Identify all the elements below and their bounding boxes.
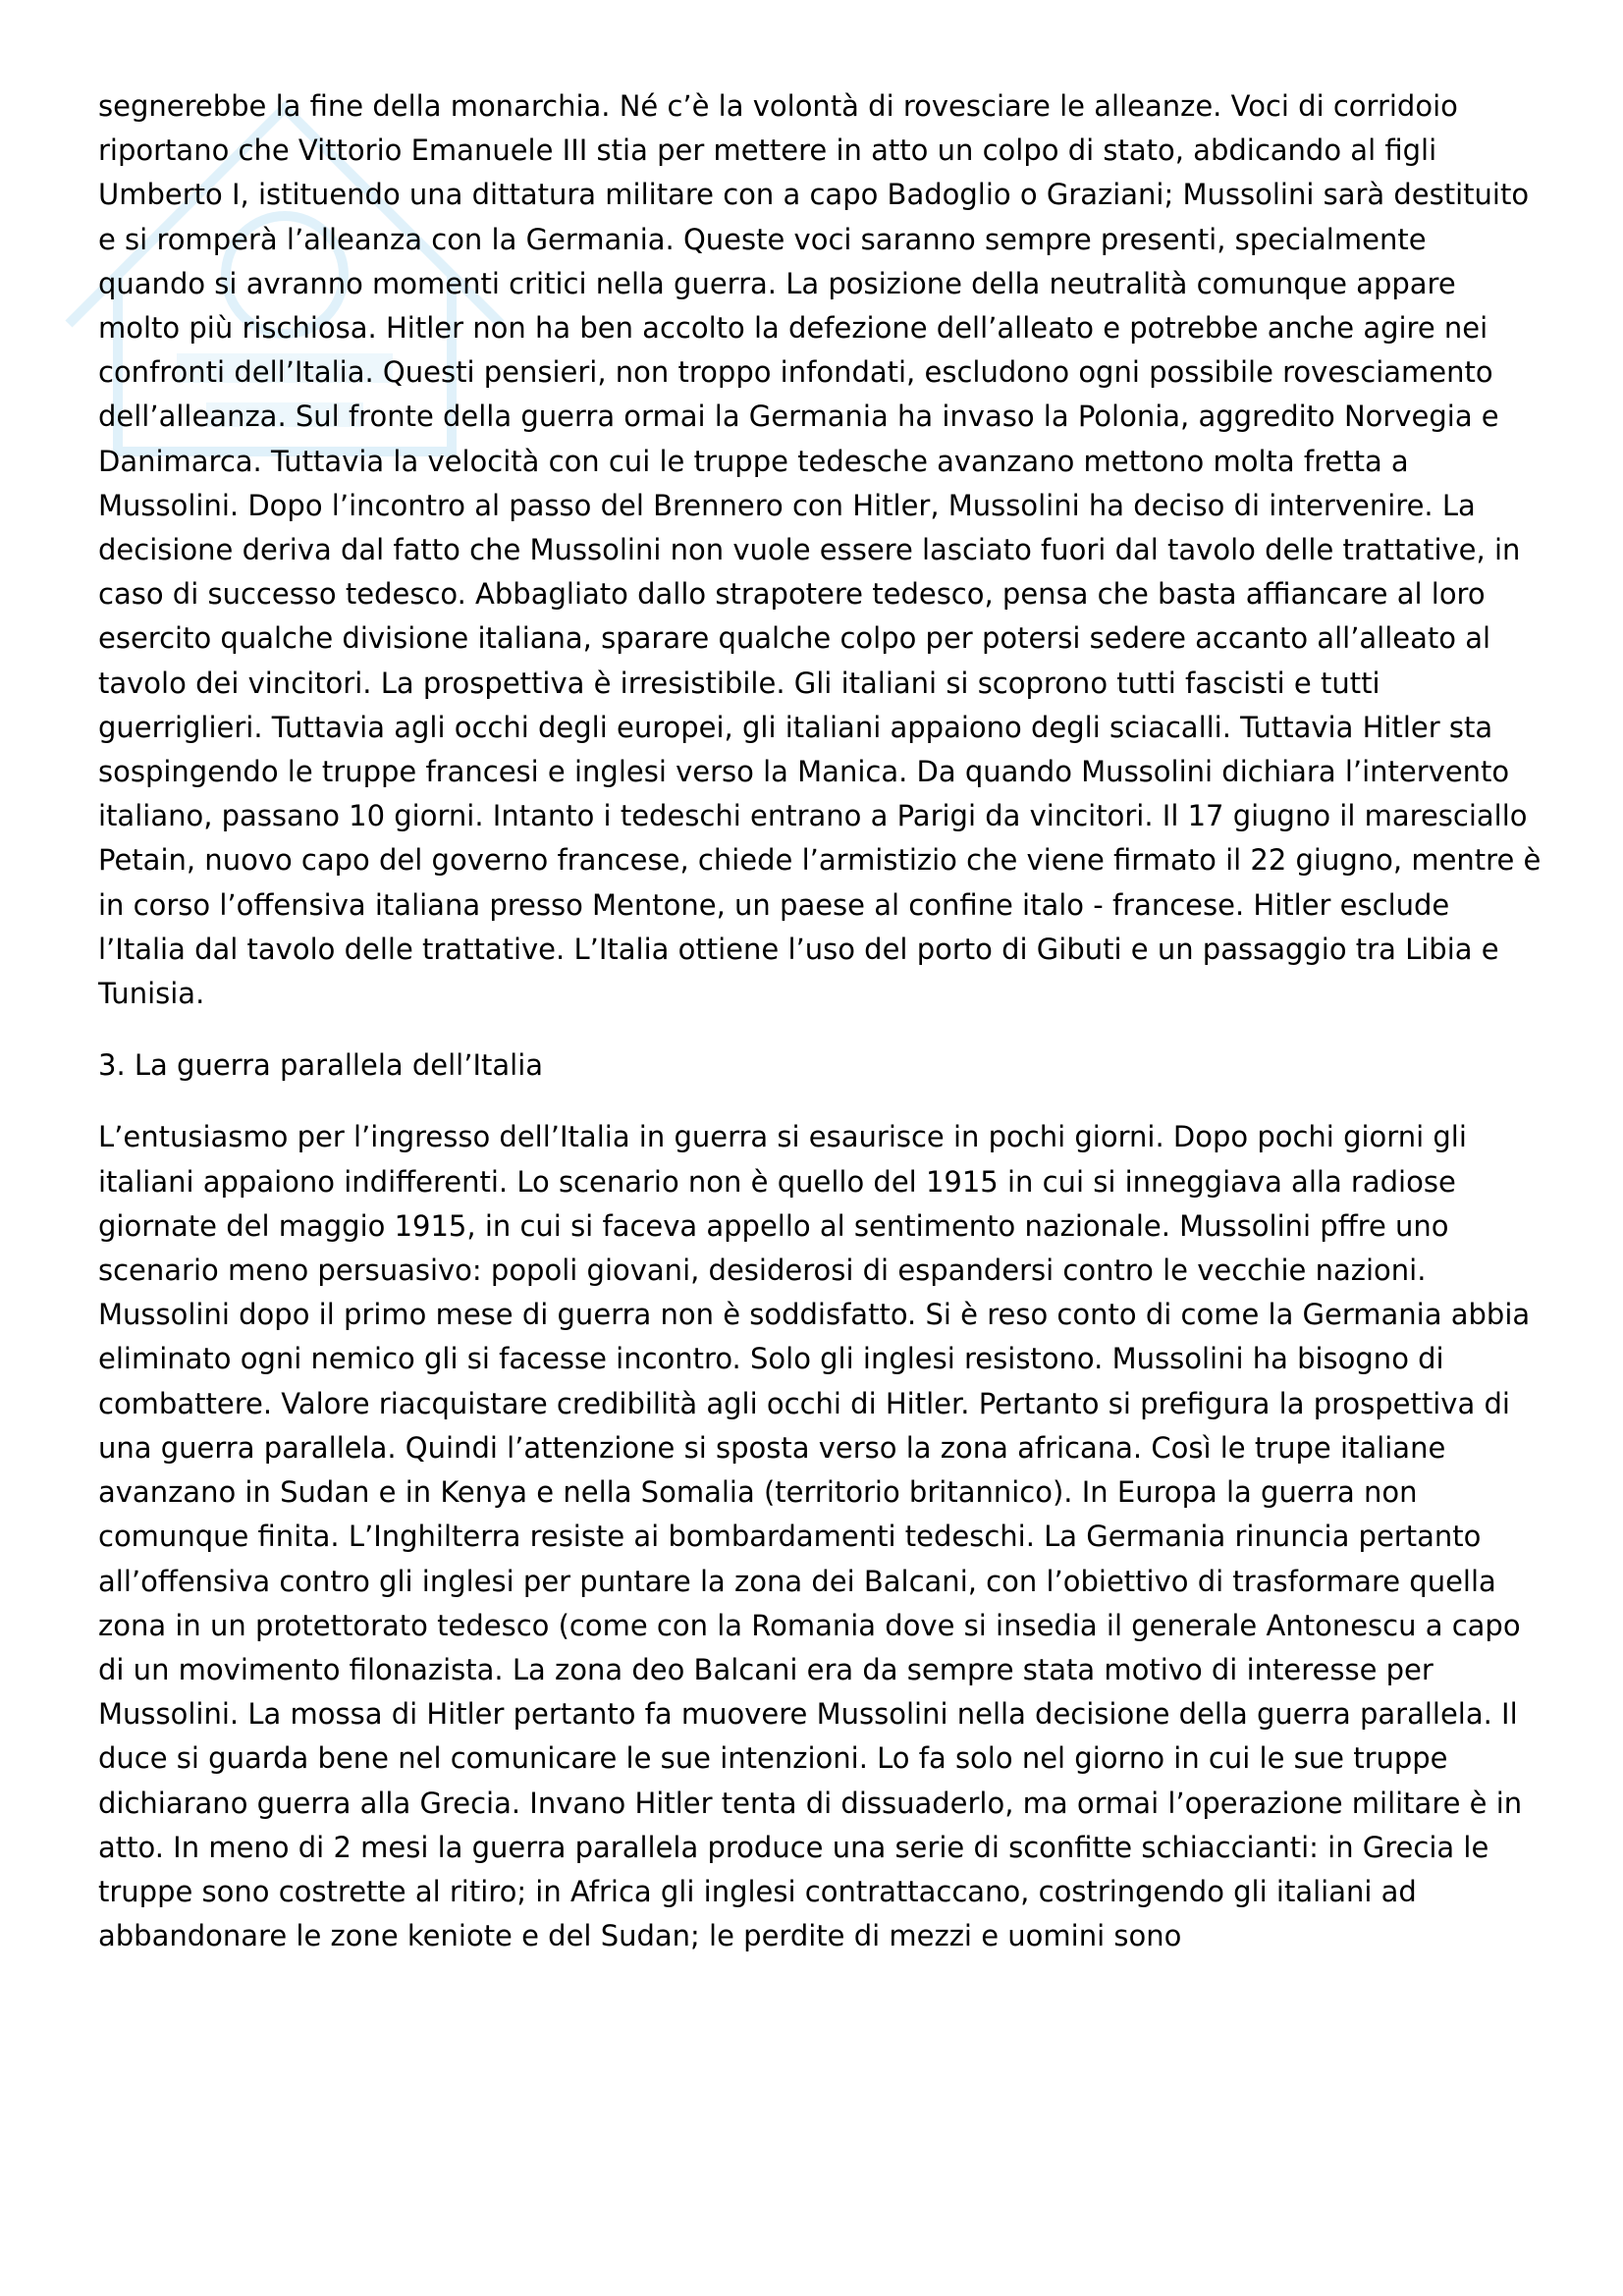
document-page — [98, 84, 1542, 1958]
section-heading: 3. La guerra parallela dell’Italia — [98, 1048, 544, 1083]
paragraph-spacer — [98, 1088, 1542, 1115]
body-paragraph-2: L’entusiasmo per l’ingresso dell’Italia in guerra si esaurisce in pochi giorni. Dopo pochi giorni gli italiani appaiono indifferenti. Lo scenario non è quello del 1915 in cui si inneggiava alla radiose giornate del maggio 1915, in cui si faceva appello al sentimento nazionale. Mussolini pffre uno scenario meno persuasivo: popoli giovani, desiderosi di espandersi contro le vecchie nazioni. Mussolini dopo il primo mese di guerra non è soddisfatto. Si è reso conto di come la Germania abbia eliminato ogni nemico gli si facesse incontro. Solo gli inglesi resistono. Mussolini ha bisogno di combattere. Valore riacquistare credibilità agli occhi di Hitler. Pertanto si prefigura la prospettiva di una guerra parallela. Quindi l’attenzione si sposta verso la zona africana. Così le trupe italiane avanzano in Sudan e in Kenya e nella Somalia (territorio britannico). In Europa la guerra non comunque finita. L’Inghilterra resiste ai bombardamenti tedeschi. La Germania rinuncia pertanto all’offensiva contro gli inglesi per puntare la zona dei Balcani, con l’obiettivo di trasformare quella zona in un protettorato tedesco (come con la Romania dove si insedia il generale Antonescu a capo di un movimento filonazista. La zona deo Balcani era da sempre stata motivo di interesse per Mussolini. La mossa di Hitler pertanto fa muovere Mussolini nella decisione della guerra parallela. Il duce si guarda bene nel comunicare le sue intenzioni. Lo fa solo nel giorno in cui le sue truppe dichiarano guerra alla Grecia. Invano Hitler tenta di dissuaderlo, ma ormai l’operazione militare è in atto. In meno di 2 mesi la guerra parallela produce una serie di sconfitte schiaccianti: in Grecia le truppe sono costrette al ritiro; in Africa gli inglesi contrattaccano, costringendo gli italiani ad abbandonare le zone keniote e del Sudan; le perdite di mezzi e uomini sono — [98, 1120, 1531, 1953]
body-paragraph-1: segnerebbe la fine della monarchia. Né c’è la volontà di rovesciare le alleanze. Voci di corridoio riportano che Vittorio Emanuele III stia per mettere in atto un colpo di stato, abdicando al figli Umberto I, istituendo una dittatura militare con a capo Badoglio o Graziani; Mussolini sarà destituito e si romperà l’alleanza con la Germania. Queste voci saranno sempre presenti, specialmente quando si avranno momenti critici nella guerra. La posizione della neutralità comunque appare molto più rischiosa. Hitler non ha ben accolto la defezione dell’alleato e potrebbe anche agire nei confronti dell’Italia. Questi pensieri, non troppo infondati, escludono ogni possibile rovesciamento dell’alleanza. Sul fronte della guerra ormai la Germania ha invaso la Polonia, aggredito Norvegia e Danimarca. Tuttavia la velocità con cui le truppe tedesche avanzano mettono molta fretta a Mussolini. Dopo l’incontro al passo del Brennero con Hitler, Mussolini ha deciso di intervenire. La decisione deriva dal fatto che Mussolini non vuole essere lasciato fuori dal tavolo delle trattative, in caso di successo tedesco. Abbagliato dallo strapotere tedesco, pensa che basta affiancare al loro esercito qualche divisione italiana, sparare qualche colpo per potersi sedere accanto all’alleato al tavolo dei vincitori. La prospettiva è irresistibile. Gli italiani si scoprono tutti fascisti e tutti guerriglieri. Tuttavia agli occhi degli europei, gli italiani appaiono degli sciacalli. Tuttavia Hitler sta sospingendo le truppe francesi e inglesi verso la Manica. Da quando Mussolini dichiara l’intervento italiano, passano 10 giorni. Intanto i tedeschi entrano a Parigi da vincitori. Il 17 giugno il maresciallo Petain, nuovo capo del governo francese, chiede l’armistizio che viene firmato il 22 giugno, mentre è in corso l’offensiva italiana presso Mentone, un paese al confine italo - francese. Hitler esclude l’Italia dal tavolo delle trattative. L’Italia ottiene l’uso del porto di Gibuti e un passaggio tra Libia e Tunisia. — [98, 89, 1542, 1011]
paragraph-spacer — [98, 1016, 1542, 1043]
